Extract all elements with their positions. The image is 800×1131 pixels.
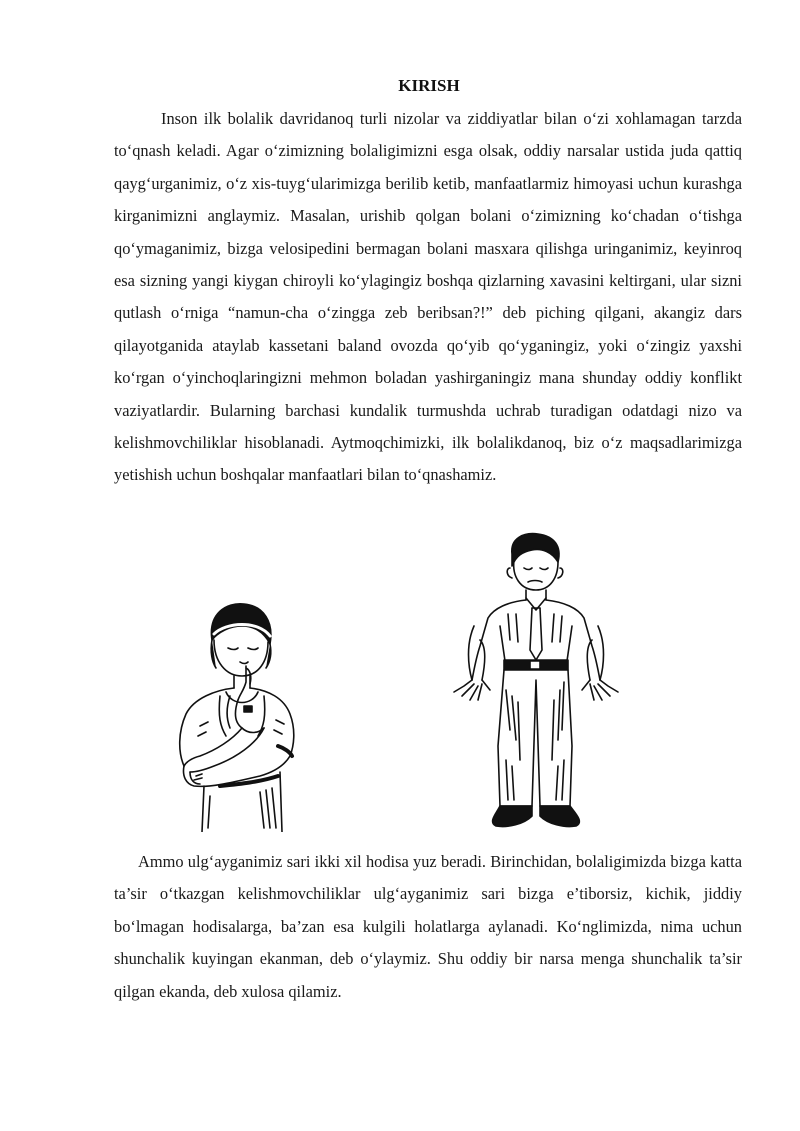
intro-paragraph-1: Inson ilk bolalik davridanoq turli nizolar va ziddiyatlar bilan o‘zi xohlamagan tarzda to‘qnash keladi. Agar o‘zimizning bolaligimizni esga olsak, oddiy narsalar ustida juda qattiq qayg‘urganimiz, o‘z xis-tuyg‘ularimizga berilib ketib, manfaatlarmiz himoyasi uchun kurashga kirganimizni anglaymiz. Masalan, urishib qolgan bolani o‘zimizning ko‘chadan o‘tishga qo‘ymaganimiz, bizga velosipedini bermagan bolani masxara qilishga uringanimiz, keyinroq esa sizning yangi kiygan chiroyli ko‘ylagingiz boshqa qizlarning xavasini keltirgani, ular sizni qutlash o‘rniga “namun-cha o‘zingga zeb beribsan?!” deb piching qilgani, akangiz dars qilayotganida ataylab kassetani baland ovozda qo‘yib qo‘yganingiz, yoki o‘zingiz yaxshi ko‘rgan o‘yinchoqlaringizni mehmon boladan yashirganingiz mana shunday oddiy konflikt vaziyatlardir. Bularning barchasi kundalik turmushda uchrab turadigan odatdagi nizo va kelishmovchiliklar hisoblanadi. Aytmoqchimizki, ilk bolalikdanoq, biz o‘z maqsadlarimizga yetishish uchun boshqalar manfaatlari bilan to‘qnashamiz. (114, 109, 742, 485)
intro-paragraph-2: Ammo ulg‘ayganimiz sari ikki xil hodisa yuz beradi. Birinchidan, bolaligimizda bizga katta ta’sir o‘tkazgan kelishmovchiliklar ulg‘ayganimiz sari bizga e’tiborsiz, kichik, jiddiy bo‘lmagan hodisalarga, ba’zan esa kulgili holatlarga aylanadi. Ko‘nglimizda, nima uchun shunchalik kuyingan ekanman, deb o‘ylaymiz. Shu oddiy bir narsa menga shunchalik ta’sir qilgan ekanda, deb xulosa qilamiz. (114, 852, 742, 1001)
girl-thinking-illustration (160, 596, 310, 832)
man-shrugging-illustration (446, 530, 622, 834)
section-title: KIRISH (398, 76, 460, 95)
